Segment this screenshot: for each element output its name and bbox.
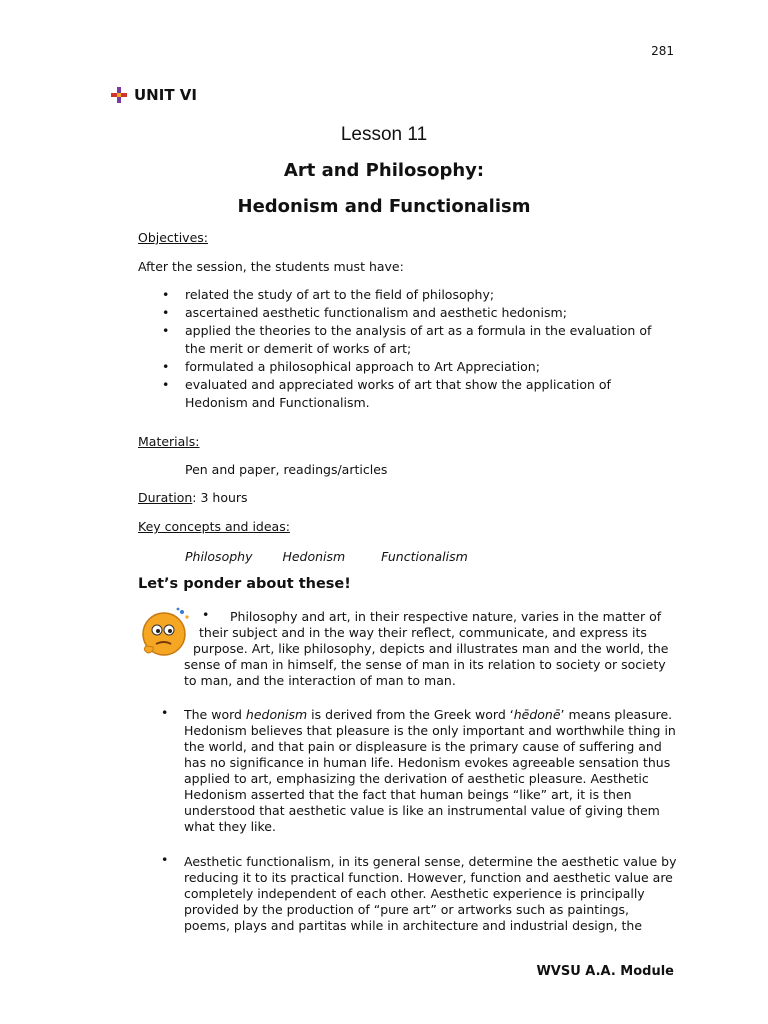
objective-item (138, 358, 698, 376)
concept-functionalism: Functionalism (381, 549, 468, 564)
para3 (184, 854, 704, 934)
para2-line: Hedonism asserted that the fact that human beings “like” art, it is then (184, 787, 632, 802)
para3-line: poems, plays and partitas while in architecture and industrial design, the (184, 918, 643, 933)
para3-line: completely independent of each other. Aesthetic experience is principally (184, 886, 645, 901)
concept-hedonism: Hedonism (282, 549, 346, 564)
para2-line: Hedonism believes that pleasure is the only important and worthwhile thing in (184, 723, 676, 738)
duration-line (138, 489, 248, 507)
para1-line: sense of man in himself, the sense of man in its relation to society or society (184, 657, 666, 672)
objective-item (138, 322, 698, 358)
para1-line: to man, and the interaction of man to man. (184, 673, 456, 688)
objective-line: • ascertained aesthetic functionalism and aesthetic hedonism; (185, 305, 567, 320)
unit-heading (110, 86, 197, 104)
para1-bullet: • (202, 607, 210, 622)
objective-line: the merit or demerit of works of art; (185, 341, 412, 356)
para2-line: what they like. (184, 819, 276, 834)
materials-label: Materials: (138, 434, 200, 449)
para2-line: understood that aesthetic value is like an instrumental value of giving them (184, 803, 660, 818)
objectives-list (138, 286, 698, 412)
para2 (184, 707, 704, 835)
duration-value: : 3 hours (192, 490, 248, 505)
objective-line: • formulated a philosophical approach to Art Appreciation; (185, 359, 540, 374)
footer-module-name: WVSU A.A. Module (536, 964, 674, 979)
title-line-1: Art and Philosophy: (283, 160, 485, 181)
objective-line: Hedonism and Functionalism. (185, 395, 370, 410)
para2-line: the world, and that pain or displeasure is the primary cause of suffering and (184, 739, 662, 754)
key-concepts-label: Key concepts and ideas: (138, 519, 290, 534)
objectives-label: Objectives: (138, 230, 208, 245)
objective-line: • related the study of art to the field of philosophy; (185, 287, 495, 302)
para2-line: applied to art, emphasizing the derivation of aesthetic pleasure. Aesthetic (184, 771, 649, 786)
objective-item (138, 376, 698, 412)
cross-bullet-icon (110, 86, 128, 104)
key-concepts-list (185, 548, 468, 566)
concept-philosophy: Philosophy (185, 549, 253, 564)
page-number: 281 (651, 44, 674, 58)
para3-line: provided by the production of “pure art” or artworks such as paintings, (184, 902, 630, 917)
para3-line: reducing it to its practical function. However, function and aesthetic value are (184, 870, 673, 885)
duration-label: Duration (138, 490, 193, 505)
title-line-2: Hedonism and Functionalism (237, 196, 531, 217)
unit-label: UNIT VI (134, 86, 197, 104)
para1-line: purpose. Art, like philosophy, depicts and illustrates man and the world, the (193, 641, 669, 656)
lesson-title: Lesson 11 (340, 124, 428, 145)
para1-line: their subject and in the way their reflect, communicate, and express its (199, 625, 647, 640)
para3-line: Aesthetic functionalism, in its general sense, determine the aesthetic value by (184, 854, 677, 869)
objective-item (138, 304, 698, 322)
term-hedone: hēdonē (513, 707, 561, 722)
para3-bullet: • (161, 852, 169, 867)
para2-bullet: • (161, 705, 169, 720)
objectives-intro: After the session, the students must have: (138, 259, 404, 274)
para2-first-line: The word hedonism is derived from the Greek word ‘hēdonē’ means pleasure. (184, 707, 673, 722)
materials-value: Pen and paper, readings/articles (185, 462, 388, 477)
para2-line: has no significance in human life. Hedonism evokes agreeable sensation thus (184, 755, 671, 770)
para1 (183, 609, 703, 689)
para1-line: Philosophy and art, in their respective nature, varies in the matter of (230, 609, 662, 624)
objective-line: • evaluated and appreciated works of art that show the application of (185, 377, 611, 392)
ponder-heading: Let’s ponder about these! (138, 576, 351, 592)
objective-line: • applied the theories to the analysis of art as a formula in the evaluation of (185, 323, 652, 338)
term-hedonism: hedonism (245, 707, 308, 722)
objective-item (138, 286, 698, 304)
